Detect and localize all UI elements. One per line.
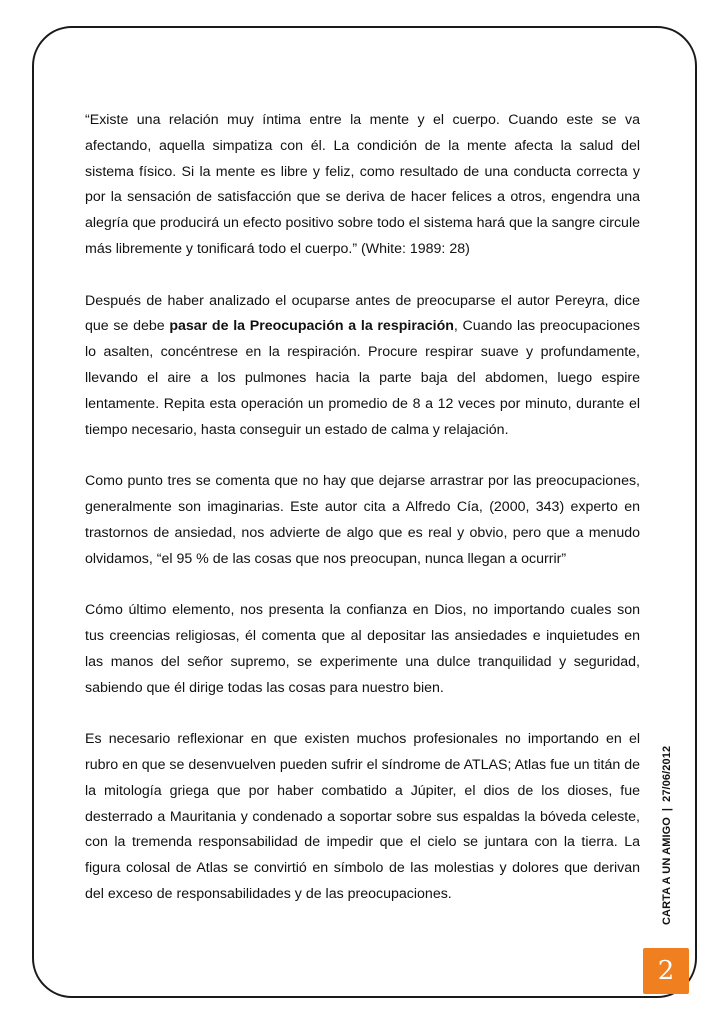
document-title: CARTA A UN AMIGO: [661, 817, 673, 925]
paragraph-respiration: [85, 289, 640, 444]
document-date: 27/06/2012: [661, 745, 673, 802]
paragraph-white-quote: “Existe una relación muy íntima entre la mente y el cuerpo. Cuando este se va afectando, aquella simpatiza con él. La condición de la mente afecta la salud del sistema físico. Si la mente es libre y feliz, como resultado de una conducta correcta y por la sensación de satisfacción que se deriva de hacer felices a otros, engendra una alegría que producirá un efecto positivo sobre todo el sistema hará que la sangre circule más libremente y tonificará todo el cuerpo.” (White: 1989: 28): [85, 112, 640, 257]
document-body: [85, 108, 640, 908]
paragraph-faith: Cómo último elemento, nos presenta la confianza en Dios, no importando cuales son tus creencias religiosas, él comenta que al depositar las ansiedades e inquietudes en las manos del señor supremo, se experimente una dulce tranquilidad y seguridad, sabiendo que él dirige todas las cosas para nuestro bien.: [85, 602, 640, 696]
paragraph-respiration-bold: pasar de la Preocupación a la respiración: [169, 318, 454, 335]
paragraph-point-three: Como punto tres se comenta que no hay que dejarse arrastrar por las preocupaciones, generalmente son imaginarias. Este autor cita a Alfredo Cía, (2000, 343) experto en trastornos de ansiedad, nos advierte de algo que es real y obvio, pero que a menudo olvidamos, “el 95 % de las cosas que nos preocupan, nunca llegan a ocurrir”: [85, 473, 640, 567]
paragraph-respiration-tail: , Cuando las preocupaciones lo asalten, concéntrese en la respiración. Procure respirar suave y profundamente, llevando el aire a los pulmones hacia la parte baja del abdomen, luego espire lentamente. Repita esta operación un promedio de 8 a 12 veces por minuto, durante el tiempo necesario, hasta conseguir un estado de calma y relajación.: [85, 318, 640, 438]
running-header-vertical: [661, 746, 673, 925]
paragraph-respiration-lead: Después de haber analizado el ocuparse antes de preocuparse el autor Pereyra, dice que se debe: [85, 292, 640, 335]
paragraph-atlas: Es necesario reflexionar en que existen muchos profesionales no importando en el rubro en que se desenvuelven pueden sufrir el síndrome de ATLAS; Atlas fue un titán de la mitología griega que por haber combatido a Júpiter, el dios de los dioses, fue desterrado a Mauritania y condenado a soportar sobre sus espaldas la bóveda celeste, con la tremenda responsabilidad de impedir que el cielo se juntara con la tierra. La figura colosal de Atlas se convirtió en símbolo de las molestias y dolores que derivan del exceso de responsabilidades y de las preocupaciones.: [85, 731, 640, 902]
header-separator: |: [661, 807, 673, 812]
page-number-badge: 2: [643, 948, 689, 994]
